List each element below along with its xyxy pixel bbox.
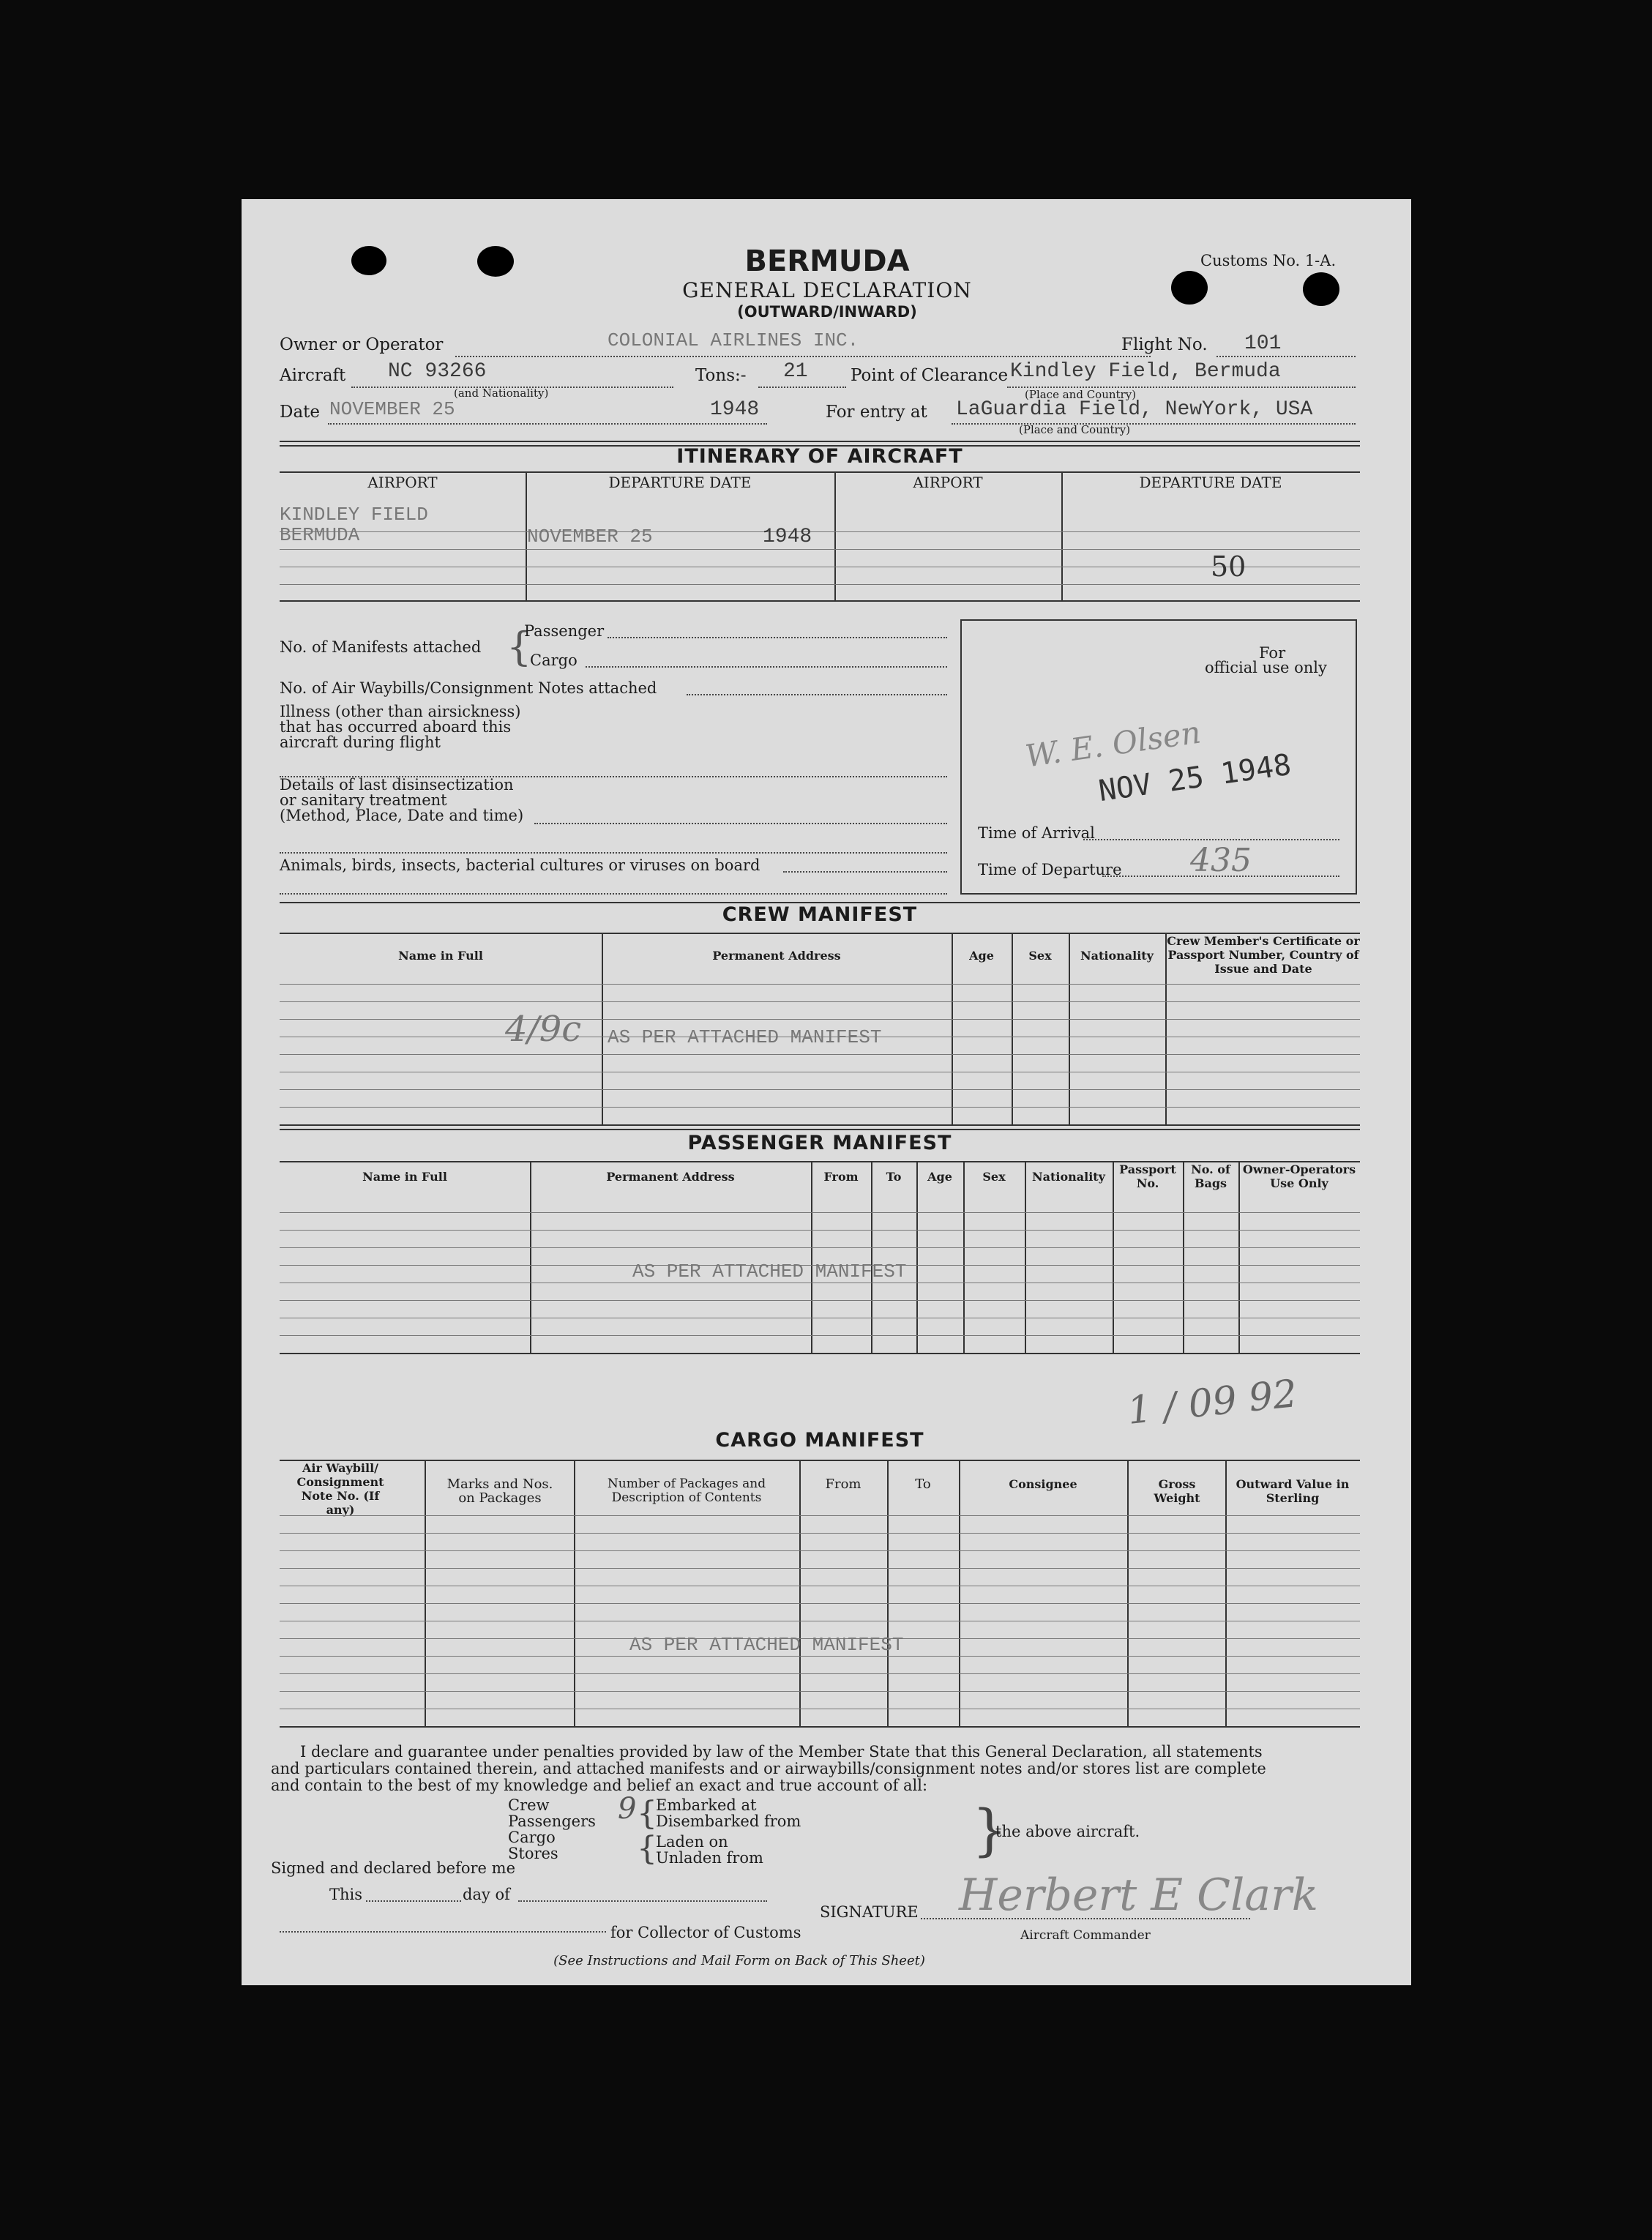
official-stamp-date: NOV 25 1948	[1096, 747, 1293, 809]
decl-action-disembarked: Disembarked from	[656, 1812, 801, 1830]
form-number: Customs No. 1-A.	[1200, 252, 1337, 269]
itinerary-header-airport: AIRPORT	[367, 474, 438, 491]
itinerary-header-departure: DEPARTURE DATE	[608, 474, 752, 491]
declaration-line-1: I declare and guarantee under penalties provided by law of the Member State that this General Declaration, all statements	[300, 1743, 1263, 1761]
passenger-header-age: Age	[927, 1170, 952, 1184]
itinerary-header-airport-2: AIRPORT	[913, 474, 983, 491]
form-subtitle: GENERAL DECLARATION	[682, 278, 972, 302]
punch-hole	[1171, 271, 1208, 305]
date-year: 1948	[710, 398, 760, 421]
crew-header-sex: Sex	[1028, 949, 1052, 963]
decl-item-passengers: Passengers	[508, 1812, 596, 1830]
cargo-header-consignee: Consignee	[1009, 1477, 1077, 1491]
clearance-value: Kindley Field, Bermuda	[1010, 360, 1281, 383]
official-label-2: official use only	[1205, 659, 1327, 676]
passenger-header-name: Name in Full	[362, 1170, 447, 1184]
cargo-header-value: Outward Value in Sterling	[1236, 1477, 1350, 1505]
illness-line-2: that has occurred aboard this	[280, 718, 512, 736]
official-signature: W. E. Olsen	[1023, 714, 1203, 774]
illness-line-3: aircraft during flight	[280, 733, 441, 751]
decl-item-crew: Crew	[508, 1796, 550, 1814]
this-label: This	[329, 1886, 363, 1903]
disinsect-line-3: (Method, Place, Date and time)	[280, 807, 524, 824]
aircraft-label: Aircraft	[280, 366, 346, 385]
form-title: BERMUDA	[744, 244, 910, 278]
decl-pax-count: 9	[618, 1792, 637, 1826]
date-label: Date	[280, 403, 321, 422]
owner-value: COLONIAL AIRLINES INC.	[608, 329, 859, 351]
arrival-label: Time of Arrival	[978, 824, 1095, 842]
manifests-passenger: Passenger	[524, 622, 605, 640]
crew-header-nationality: Nationality	[1080, 949, 1154, 963]
crew-header-certificate: Crew Member's Certificate or Passport Number, Country of Issue and Date	[1167, 934, 1360, 976]
departure-time-label: Time of Departure	[978, 861, 1122, 878]
crew-title: CREW MANIFEST	[722, 903, 918, 926]
disinsect-line-1: Details of last disinsectization	[280, 776, 514, 794]
crew-header-name: Name in Full	[398, 949, 483, 963]
cargo-header-waybill: Air Waybill/ Consignment Note No. (If any)	[296, 1461, 384, 1517]
cargo-entry: AS PER ATTACHED MANIFEST	[629, 1634, 904, 1656]
punch-hole	[477, 246, 514, 277]
passenger-entry: AS PER ATTACHED MANIFEST	[632, 1261, 907, 1283]
animals-label: Animals, birds, insects, bacterial cultures or viruses on board	[280, 856, 760, 874]
form-subtitle-2: (OUTWARD/INWARD)	[737, 303, 917, 321]
crew-entry: AS PER ATTACHED MANIFEST	[608, 1026, 882, 1048]
clearance-label: Point of Clearance	[851, 366, 1009, 385]
passenger-header-owner: Owner-Operators Use Only	[1242, 1162, 1356, 1190]
manifests-cargo: Cargo	[530, 652, 578, 669]
declaration-form: BERMUDA GENERAL DECLARATION (OUTWARD/INWARD) Customs No. 1-A. Owner or Operator COLONIAL AIRLINES INC. Flight No. 101 Aircraft NC 93266 (and Nationality) Tons:- 21 Point of Clearance Kindley Field, Bermuda (Place and Country) Date NOVEMBER 25 1948 For entry at LaGuardia Field, NewYork, USA (Place and Country) ITINERARY OF AIRCRAFT AIRPORT DEPARTURE DATE AIRPORT DEPARTURE DATE KINDLEY FIELD BERMUDA NOVEMBER 25 1948 50 No. of Manifests attached { Passenger Cargo No. of Air Waybills/Consignment Notes attached Illness (other than airsickness) that has occurred aboard this aircraft during flight Details of last disinsectization or sanitary treatment (Method, Place, Date and time) Animals, birds, insects, bacterial cultures or viruses on board For official use only W. E. Olsen NOV 25 1948 Time of Arrival Time of Departure 435 CREW MANIFEST Name in Full Permanent Address Age Sex Nationality Crew Member's Certificate or Passport Number, Country of Issue and Date 4/9c AS PER ATTACHED MANIFEST PASSENGER MANIFEST Name in Full Permanent Address From To Age Sex Nationality Passport No. No. of Bags Owner-Operators Use Only AS PER ATTACHED MANIFEST 1 / 09 92 CARGO MANIFEST Air Waybill/ Consignment Note No. (If any) Marks and Nos. on Packages Number of Packages and Description of Contents From To Consignee Gross Weight Outward Value in Sterling AS PER ATTACHED MANIFEST I declare and guarantee under penalties provided by law of the Member State that this General Declaration, all statements and particulars contained therein, and attached manifests and or airwaybills/consignment notes and/or stores list are complete and contain to the best of my knowledge and belief an exact and true account of all: Crew Passengers Cargo Stores 9 { { Embarked at Disembarked from Laden on Unladen from } the above aircraft. Signed and declared before me This day of for Collector of Customs SIGNATURE Herbert E Clark Aircraft Commander (See Instructions and Mail Form on Back of This Sheet)	[242, 199, 1411, 1985]
cargo-title: CARGO MANIFEST	[715, 1429, 924, 1452]
official-label-1: For	[1259, 644, 1286, 662]
punch-hole	[351, 246, 386, 275]
footer-note: (See Instructions and Mail Form on Back of This Sheet)	[553, 1953, 925, 1968]
aircraft-note: (and Nationality)	[454, 387, 549, 400]
tons-value: 21	[783, 360, 808, 383]
passenger-header-to: To	[886, 1170, 902, 1184]
entry-note: (Place and Country)	[1019, 423, 1131, 436]
crew-handwritten-mark: 4/9c	[505, 1009, 582, 1050]
passenger-header-bags: No. of Bags	[1191, 1162, 1230, 1190]
clearance-note: (Place and Country)	[1025, 388, 1137, 401]
tons-label: Tons:-	[695, 366, 747, 385]
passenger-handwritten-mark: 1 / 09 92	[1125, 1372, 1300, 1433]
passenger-header-nationality: Nationality	[1032, 1170, 1105, 1184]
disinsect-line-2: or sanitary treatment	[280, 791, 447, 809]
collector-label: for Collector of Customs	[610, 1924, 801, 1941]
itinerary-title: ITINERARY OF AIRCRAFT	[676, 445, 963, 468]
itinerary-airport-1: KINDLEY FIELD	[280, 504, 428, 526]
departure-time-value: 435	[1190, 842, 1252, 879]
crew-header-address: Permanent Address	[712, 949, 841, 963]
commander-signature: Herbert E Clark	[959, 1870, 1319, 1921]
decl-item-cargo: Cargo	[508, 1829, 556, 1846]
passenger-header-sex: Sex	[982, 1170, 1006, 1184]
decl-action-unladen: Unladen from	[656, 1849, 763, 1867]
aircraft-value: NC 93266	[388, 360, 487, 383]
itinerary-departure-year: 1948	[763, 526, 812, 548]
passenger-title: PASSENGER MANIFEST	[687, 1132, 952, 1154]
itinerary-note: 50	[1211, 550, 1247, 583]
entry-label: For entry at	[826, 403, 927, 422]
waybills-label: No. of Air Waybills/Consignment Notes attached	[280, 679, 657, 697]
signed-label: Signed and declared before me	[271, 1859, 516, 1877]
passenger-header-from: From	[823, 1170, 859, 1184]
date-value: NOVEMBER 25	[329, 398, 455, 420]
crew-header-age: Age	[969, 949, 994, 963]
owner-label: Owner or Operator	[280, 335, 444, 354]
cargo-header-marks: Marks and Nos. on Packages	[446, 1476, 553, 1506]
decl-suffix: the above aircraft.	[995, 1823, 1140, 1840]
itinerary-airport-2: BERMUDA	[280, 524, 360, 546]
signature-label: SIGNATURE	[820, 1903, 919, 1921]
manifests-label: No. of Manifests attached	[280, 638, 482, 656]
punch-hole	[1303, 272, 1339, 306]
day-of-label: day of	[463, 1886, 510, 1903]
flight-label: Flight No.	[1121, 335, 1208, 354]
passenger-header-address: Permanent Address	[606, 1170, 735, 1184]
entry-value: LaGuardia Field, NewYork, USA	[956, 398, 1313, 421]
decl-item-stores: Stores	[508, 1845, 558, 1862]
cargo-header-packages: Number of Packages and Description of Contents	[607, 1476, 766, 1505]
decl-action-embarked: Embarked at	[656, 1796, 757, 1814]
decl-action-laden: Laden on	[656, 1833, 728, 1851]
illness-line-1: Illness (other than airsickness)	[280, 703, 521, 720]
cargo-header-to: To	[915, 1476, 931, 1492]
cargo-header-weight: Gross Weight	[1154, 1477, 1200, 1505]
cargo-header-from: From	[825, 1476, 861, 1492]
passenger-header-passport: Passport No.	[1119, 1162, 1176, 1190]
flight-value: 101	[1244, 332, 1282, 355]
declaration-line-3: and contain to the best of my knowledge and belief an exact and true account of all:	[271, 1777, 928, 1794]
commander-label: Aircraft Commander	[1020, 1928, 1151, 1943]
declaration-line-2: and particulars contained therein, and attached manifests and or airwaybills/consignment notes and/or stores list are complete	[271, 1760, 1266, 1777]
itinerary-departure: NOVEMBER 25	[527, 526, 653, 548]
itinerary-header-departure-2: DEPARTURE DATE	[1139, 474, 1282, 491]
